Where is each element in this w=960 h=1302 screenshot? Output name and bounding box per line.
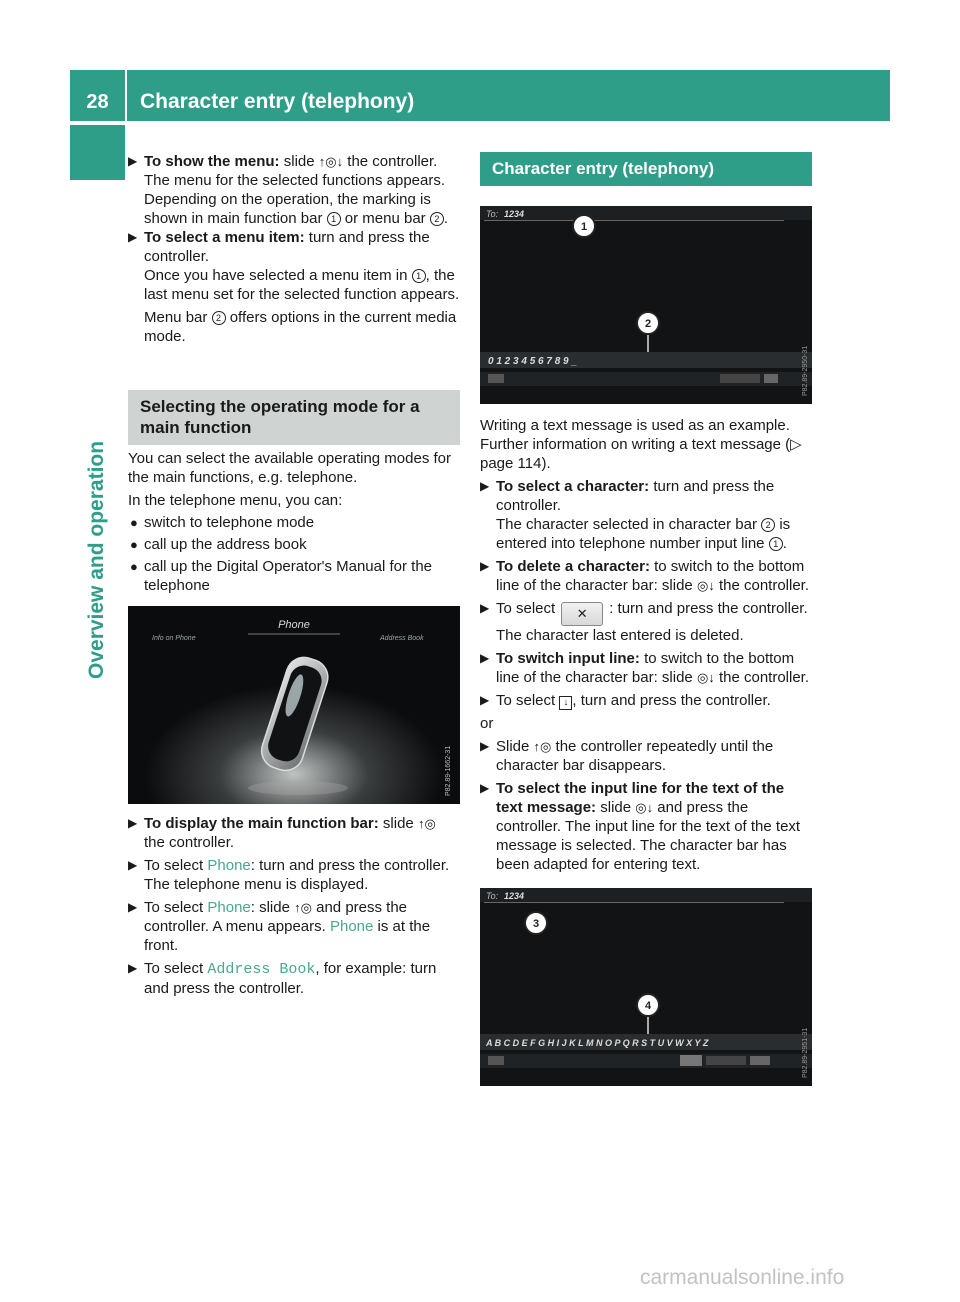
step-slide-up: ▶ Slide ↑◎ the controller repeatedly until the character bar disappears. (480, 738, 774, 774)
step-select-address-book: ▶ To select Address Book, for example: turn and press the controller. (128, 960, 437, 997)
svg-text:2: 2 (644, 318, 652, 330)
callout-2-icon: 2 (430, 212, 444, 226)
callout-1-icon: 1 (769, 537, 783, 551)
svg-text:To:: To: (486, 891, 499, 901)
watermark: carmanualsonline.info (640, 1266, 845, 1289)
callout-2-icon: 2 (212, 311, 226, 325)
page-title: Character entry (telephony) (140, 90, 415, 113)
step-arrow-icon: ▶ (480, 559, 490, 573)
controller-slide-up-icon: ↑◎ (294, 900, 312, 915)
step-delete-character: ▶ To delete a character: to switch to the bottom line of the character bar: slide ◎↓ the controller. (480, 558, 810, 594)
svg-text:P82.89-2951-31: P82.89-2951-31 (802, 1027, 809, 1078)
character-entry-screenshot-2 (480, 888, 812, 1086)
svg-text:1: 1 (580, 221, 588, 233)
address-book-label: Address Book (380, 635, 424, 642)
step-arrow-icon: ▶ (128, 900, 138, 914)
side-tab (70, 125, 125, 180)
svg-text:P82.89-2950-31: P82.89-2950-31 (802, 345, 809, 396)
step-arrow-icon: ▶ (480, 781, 490, 795)
controller-slide-up-icon: ↑◎ (533, 739, 552, 754)
or-text: or (480, 715, 494, 732)
step-arrow-icon: ▶ (128, 816, 138, 830)
header-divider (125, 70, 127, 121)
page-ref-icon: ▷ (790, 436, 802, 453)
page-reference[interactable]: page 114 (480, 455, 542, 472)
controller-slide-down-icon: ◎↓ (696, 578, 715, 593)
svg-text:1234: 1234 (504, 891, 525, 901)
callout-1-icon: 1 (412, 269, 426, 283)
step-arrow-icon: ▶ (480, 693, 490, 707)
step-switch-input-line: ▶ To switch input line: to switch to the bottom line of the character bar: slide ◎↓ the controller. (480, 650, 810, 686)
callout-1-icon: 1 (327, 212, 341, 226)
list-item: ● call up the address book (130, 536, 307, 553)
step-select-phone-menu: ▶ To select Phone: slide ↑◎ and press the controller. A menu appears. Phone is at the front. (128, 899, 431, 954)
step-arrow-icon: ▶ (128, 961, 138, 975)
controller-slide-down-icon: ◎↓ (635, 800, 654, 815)
image-code: P82.89-1662-31 (445, 745, 452, 796)
svg-text:1234: 1234 (504, 209, 525, 219)
step-arrow-icon: ▶ (480, 739, 490, 753)
character-entry-screenshot-1 (480, 206, 812, 404)
intro-text: Writing a text message is used as an example. Further information on writing a text message (▷ page 114). (480, 417, 802, 472)
step-arrow-icon: ▶ (128, 230, 138, 244)
phone-menu-screenshot (128, 606, 460, 804)
intro-text: You can select the available operating modes for the main functions, e.g. telephone. (128, 450, 451, 486)
svg-text:4: 4 (644, 1000, 652, 1012)
step-select-phone: ▶ To select Phone: turn and press the controller. The telephone menu is displayed. (128, 857, 450, 893)
step-arrow-icon: ▶ (128, 154, 138, 168)
list-item: ● switch to telephone mode (130, 514, 315, 531)
step-select-character: ▶ To select a character: turn and press the controller. The character selected in character bar 2 is entered into telephone number input line 1 . (480, 478, 791, 552)
right-column (480, 152, 812, 1086)
step-show-menu: ▶ To show the menu: slide ↑◎↓ the controller. The menu for the selected functions appears. Depending on the operation, the marking is shown in main function bar 1 or menu bar 2 . (128, 153, 448, 227)
callout-1-marker (573, 215, 595, 237)
step-select-arrow: ▶ To select ↓ , turn and press the controller. (480, 692, 771, 709)
delete-key-icon: ✕ (561, 602, 603, 626)
step-display-function-bar: ▶ To display the main function bar: slide ↑◎ the controller. (128, 815, 436, 851)
svg-text:To:: To: (486, 209, 499, 219)
info-on-phone-label: Info on Phone (152, 635, 196, 642)
controller-slide-up-icon: ↑◎ (417, 816, 436, 831)
page-number: 28 (86, 91, 109, 113)
step-arrow-icon: ▶ (480, 651, 490, 665)
svg-text:3: 3 (532, 918, 540, 930)
down-arrow-key-icon: ↓ (559, 696, 572, 710)
controller-slide-updown-icon: ↑◎↓ (318, 154, 344, 169)
left-column (128, 152, 460, 998)
section-heading-character-entry: Character entry (telephony) (480, 152, 812, 186)
step-arrow-icon: ▶ (480, 479, 490, 493)
step-select-input-line: ▶ To select the input line for the text of the text message: slide ◎↓ and press the controller. The input line for the text of the text message is selected. The character bar has been adapted for entering text. (480, 780, 801, 873)
intro-text-2: In the telephone menu, you can: (128, 492, 343, 509)
phone-menu-title: Phone (278, 619, 310, 631)
step-select-menu-item: ▶ To select a menu item: turn and press the controller. Once you have selected a menu item in 1 , the last menu set for the selected function appears. Menu bar 2 offers options in the current media mode. (128, 229, 460, 345)
character-bar: A B C D E F G H I J K L M N O P Q R S T U V W X Y Z (486, 1038, 709, 1048)
character-bar: 0 1 2 3 4 5 6 7 8 9 _ (488, 356, 577, 367)
step-arrow-icon: ▶ (128, 858, 138, 872)
side-label: Overview and operation (85, 440, 108, 679)
step-select-delete: ▶ To select ✕ : turn and press the controller. The character last entered is deleted. (480, 600, 808, 644)
list-item: ● call up the Digital Operator's Manual for the telephone (130, 558, 433, 594)
callout-3-marker (525, 912, 547, 934)
callout-2-icon: 2 (761, 518, 775, 532)
step-arrow-icon: ▶ (480, 601, 490, 615)
section-heading-operating-mode: Selecting the operating mode for a main function (128, 390, 460, 445)
controller-slide-down-icon: ◎↓ (696, 670, 715, 685)
